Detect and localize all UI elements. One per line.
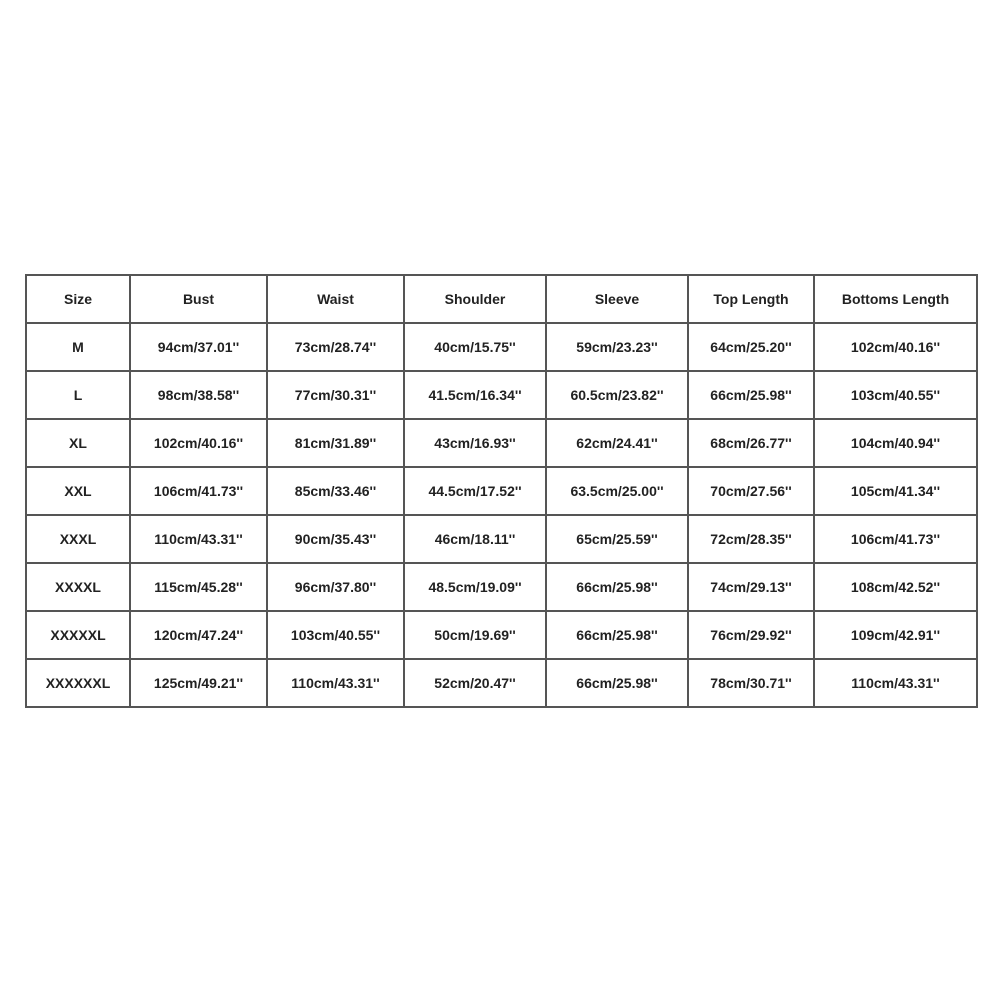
measurement-cell: 48.5cm/19.09'': [404, 563, 546, 611]
table-body: [26, 323, 977, 707]
measurement-cell: 68cm/26.77'': [688, 419, 814, 467]
measurement-cell: 94cm/37.01'': [130, 323, 267, 371]
measurement-cell: 40cm/15.75'': [404, 323, 546, 371]
size-cell: XXL: [26, 467, 130, 515]
measurement-cell: 66cm/25.98'': [546, 659, 688, 707]
size-cell: XXXXL: [26, 563, 130, 611]
measurement-cell: 81cm/31.89'': [267, 419, 404, 467]
measurement-cell: 70cm/27.56'': [688, 467, 814, 515]
measurement-cell: 103cm/40.55'': [814, 371, 977, 419]
measurement-cell: 62cm/24.41'': [546, 419, 688, 467]
measurement-cell: 125cm/49.21'': [130, 659, 267, 707]
measurement-cell: 102cm/40.16'': [130, 419, 267, 467]
measurement-cell: 96cm/37.80'': [267, 563, 404, 611]
column-header: Sleeve: [546, 275, 688, 323]
table-row: [26, 419, 977, 467]
measurement-cell: 105cm/41.34'': [814, 467, 977, 515]
column-header: Waist: [267, 275, 404, 323]
measurement-cell: 50cm/19.69'': [404, 611, 546, 659]
size-cell: XXXL: [26, 515, 130, 563]
table-row: [26, 515, 977, 563]
measurement-cell: 60.5cm/23.82'': [546, 371, 688, 419]
table-row: [26, 611, 977, 659]
measurement-cell: 110cm/43.31'': [814, 659, 977, 707]
measurement-cell: 44.5cm/17.52'': [404, 467, 546, 515]
measurement-cell: 106cm/41.73'': [814, 515, 977, 563]
measurement-cell: 120cm/47.24'': [130, 611, 267, 659]
measurement-cell: 108cm/42.52'': [814, 563, 977, 611]
measurement-cell: 110cm/43.31'': [267, 659, 404, 707]
measurement-cell: 73cm/28.74'': [267, 323, 404, 371]
measurement-cell: 76cm/29.92'': [688, 611, 814, 659]
measurement-cell: 109cm/42.91'': [814, 611, 977, 659]
size-cell: XL: [26, 419, 130, 467]
measurement-cell: 90cm/35.43'': [267, 515, 404, 563]
measurement-cell: 115cm/45.28'': [130, 563, 267, 611]
measurement-cell: 46cm/18.11'': [404, 515, 546, 563]
table-row: [26, 371, 977, 419]
measurement-cell: 63.5cm/25.00'': [546, 467, 688, 515]
measurement-cell: 104cm/40.94'': [814, 419, 977, 467]
measurement-cell: 74cm/29.13'': [688, 563, 814, 611]
measurement-cell: 110cm/43.31'': [130, 515, 267, 563]
table-row: [26, 467, 977, 515]
measurement-cell: 66cm/25.98'': [546, 611, 688, 659]
size-cell: XXXXXXL: [26, 659, 130, 707]
measurement-cell: 66cm/25.98'': [546, 563, 688, 611]
measurement-cell: 78cm/30.71'': [688, 659, 814, 707]
size-cell: L: [26, 371, 130, 419]
measurement-cell: 85cm/33.46'': [267, 467, 404, 515]
size-cell: XXXXXL: [26, 611, 130, 659]
column-header: Shoulder: [404, 275, 546, 323]
column-header: Bust: [130, 275, 267, 323]
measurement-cell: 59cm/23.23'': [546, 323, 688, 371]
measurement-cell: 41.5cm/16.34'': [404, 371, 546, 419]
measurement-cell: 43cm/16.93'': [404, 419, 546, 467]
column-header: Top Length: [688, 275, 814, 323]
measurement-cell: 103cm/40.55'': [267, 611, 404, 659]
size-chart-table: [25, 274, 978, 708]
table-header: [26, 275, 977, 323]
column-header: Size: [26, 275, 130, 323]
measurement-cell: 64cm/25.20'': [688, 323, 814, 371]
measurement-cell: 106cm/41.73'': [130, 467, 267, 515]
table-row: [26, 659, 977, 707]
measurement-cell: 52cm/20.47'': [404, 659, 546, 707]
measurement-cell: 77cm/30.31'': [267, 371, 404, 419]
column-header: Bottoms Length: [814, 275, 977, 323]
size-cell: M: [26, 323, 130, 371]
table-row: [26, 323, 977, 371]
measurement-cell: 102cm/40.16'': [814, 323, 977, 371]
measurement-cell: 98cm/38.58'': [130, 371, 267, 419]
measurement-cell: 72cm/28.35'': [688, 515, 814, 563]
measurement-cell: 66cm/25.98'': [688, 371, 814, 419]
measurement-cell: 65cm/25.59'': [546, 515, 688, 563]
header-row: [26, 275, 977, 323]
table-row: [26, 563, 977, 611]
